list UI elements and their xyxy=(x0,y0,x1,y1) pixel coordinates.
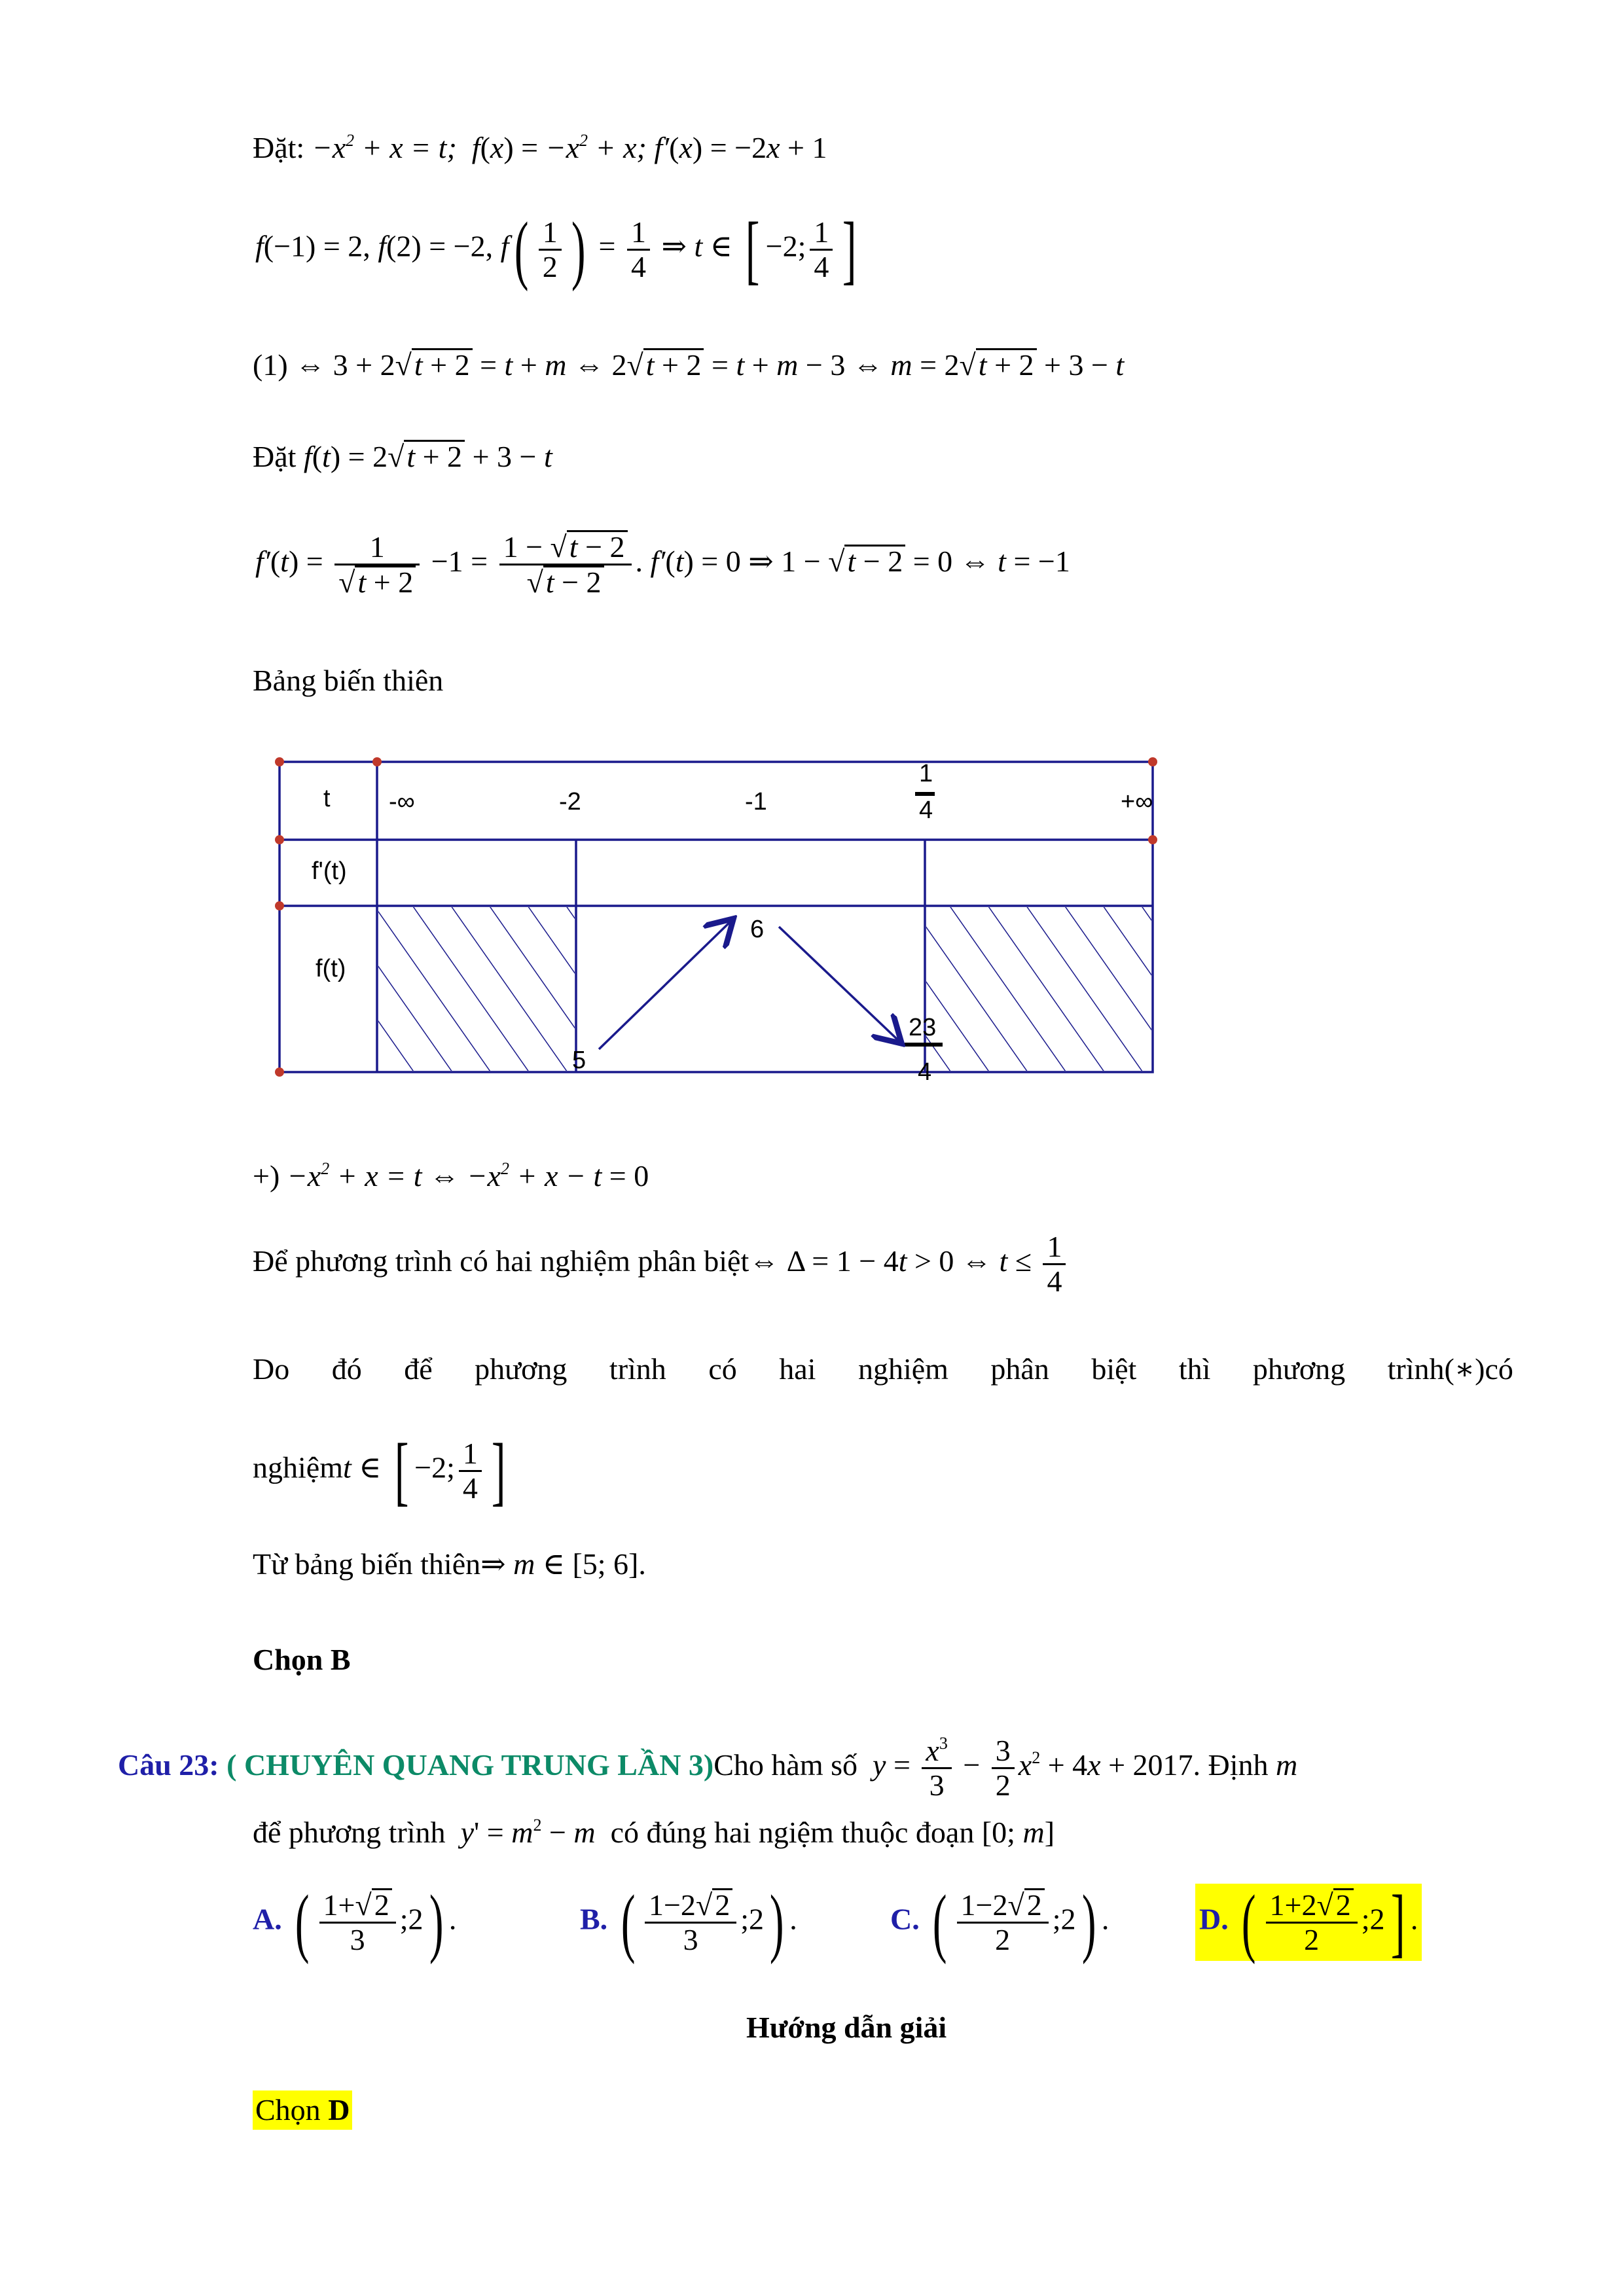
line-dat-ft: Đặt f(t) = 2√t + 2 + 3 − t xyxy=(253,440,552,473)
increase-arrow xyxy=(599,920,732,1049)
f-value-num: 23 xyxy=(909,1014,937,1041)
line-root-interval: nghiệmt ∈ [ −2; $\frac{1}{4}$ ] xyxy=(253,1427,506,1513)
t-quarter-num: 1 xyxy=(919,760,933,787)
option-b[interactable]: B. ( $\frac{1-2√2}{3}$ ;2) . xyxy=(580,1879,797,1965)
q-line2-b: có đúng hai ngiệm thuộc đoạn xyxy=(610,1816,975,1849)
line-therefore: Do đó để phương trình có hai nghiệm phân biệt thì phương trình(∗)có xyxy=(253,1352,1513,1386)
dat-label: Đặt: xyxy=(253,131,305,164)
row-label-t: t xyxy=(323,785,331,812)
option-c[interactable]: C. ( $\frac{1-2√2}{2}$ ;2) . xyxy=(890,1879,1110,1965)
t-minus-1: -1 xyxy=(745,788,767,816)
variation-table xyxy=(262,746,1178,1086)
line-two-roots: Để phương trình có hai nghiệm phân biệt⇔ Δ = 1 − 4t > 0 ⇔ t ≤ $\frac{1}{4}$ xyxy=(253,1230,1070,1298)
chon-text: Chọn xyxy=(255,2093,321,2126)
question-text: Cho hàm số xyxy=(713,1748,858,1782)
option-d-label: D. xyxy=(1199,1902,1229,1936)
option-a-label: A. xyxy=(253,1902,282,1936)
hatched-region-left xyxy=(378,907,575,1071)
row-label-f: f(t) xyxy=(316,955,346,982)
dat-label-2: Đặt xyxy=(253,440,297,473)
chon-letter: D xyxy=(328,2093,350,2126)
two-roots-text: Để phương trình có hai nghiệm phân biệt xyxy=(253,1244,749,1278)
nghiem-text: nghiệm xyxy=(253,1450,343,1484)
option-c-label: C. xyxy=(890,1902,920,1936)
q-line2-a: để phương trình xyxy=(253,1816,446,1849)
line-equivalence: (1) ⇔ 3 + 2√t + 2 = t + m ⇔ 2√t + 2 = t + m − 3 ⇔ m = 2√t + 2 + 3 − t xyxy=(253,348,1125,382)
f-value-den: 4 xyxy=(918,1058,932,1086)
line-conclusion: Từ bảng biến thiên⇒ m ∈ [5; 6]. xyxy=(253,1547,646,1581)
line-f-values: f(−1) = 2, f(2) = −2, f( $\frac{1}{2}$ ) = $\frac{1}{4}$ ⇒ t ∈ [ −2; $\frac{1}{4}$ ] xyxy=(255,206,857,292)
option-b-label: B. xyxy=(580,1902,608,1936)
question-source: ( CHUYÊN QUANG TRUNG LẦN 3) xyxy=(226,1748,714,1782)
question-23: Câu 23: ( CHUYÊN QUANG TRUNG LẦN 3)Cho hàm số y = $\frac{x^3}{3}$ − $\frac{3}{2}$ $x^2 + 4x + 2017$. Định m xyxy=(118,1734,1298,1802)
question-23-line2: để phương trình $y' = m^2 - m$ có đúng hai ngiệm thuộc đoạn [0; m] xyxy=(253,1816,1055,1849)
option-a[interactable]: A. ( $\frac{1+√2}{3}$ ;2) . xyxy=(253,1879,457,1965)
row-label-fprime: f'(t) xyxy=(312,857,347,885)
conclusion-text: Từ bảng biến thiên xyxy=(253,1547,481,1581)
question-label: Câu 23: xyxy=(118,1748,219,1782)
t-quarter-den: 4 xyxy=(919,797,933,824)
f-max-6: 6 xyxy=(750,916,765,943)
decrease-arrow xyxy=(779,927,900,1042)
question-tail: . Định xyxy=(1193,1748,1269,1782)
variation-table-title: Bảng biến thiên xyxy=(253,664,444,697)
question-m: m xyxy=(1276,1748,1298,1782)
t-neg-inf: -∞ xyxy=(389,788,415,816)
t-pos-inf: +∞ xyxy=(1121,788,1153,816)
line-dat-t: Đặt: $-x^2 + x = t$; $f(x) = -x^2 + x$; f′(x) = −2x + 1 xyxy=(253,131,827,164)
answer-choice-b: Chọn B xyxy=(253,1643,351,1676)
solution-heading: Hướng dẫn giải xyxy=(746,2011,947,2044)
line-derivative: f′(t) = $\frac{1}{√t + 2}$ −1 = $\frac{1 - √t - 2}{√t - 2}$ . f′(t) = 0 ⇒ 1 − √t − 2 = 0 ⇔ t = −1 xyxy=(255,529,1070,599)
hatched-region-right xyxy=(926,907,1151,1071)
f-min-5: 5 xyxy=(572,1047,586,1074)
option-d[interactable]: D. ( $\frac{1+2√2}{2}$ ;2] . xyxy=(1195,1884,1422,1961)
answer-choice-d xyxy=(253,2090,352,2130)
line-quadratic: +) $-x^2 + x = t$ ⇔ $-x^2 + x - t = 0$ xyxy=(253,1159,649,1193)
t-minus-2: -2 xyxy=(559,788,581,816)
